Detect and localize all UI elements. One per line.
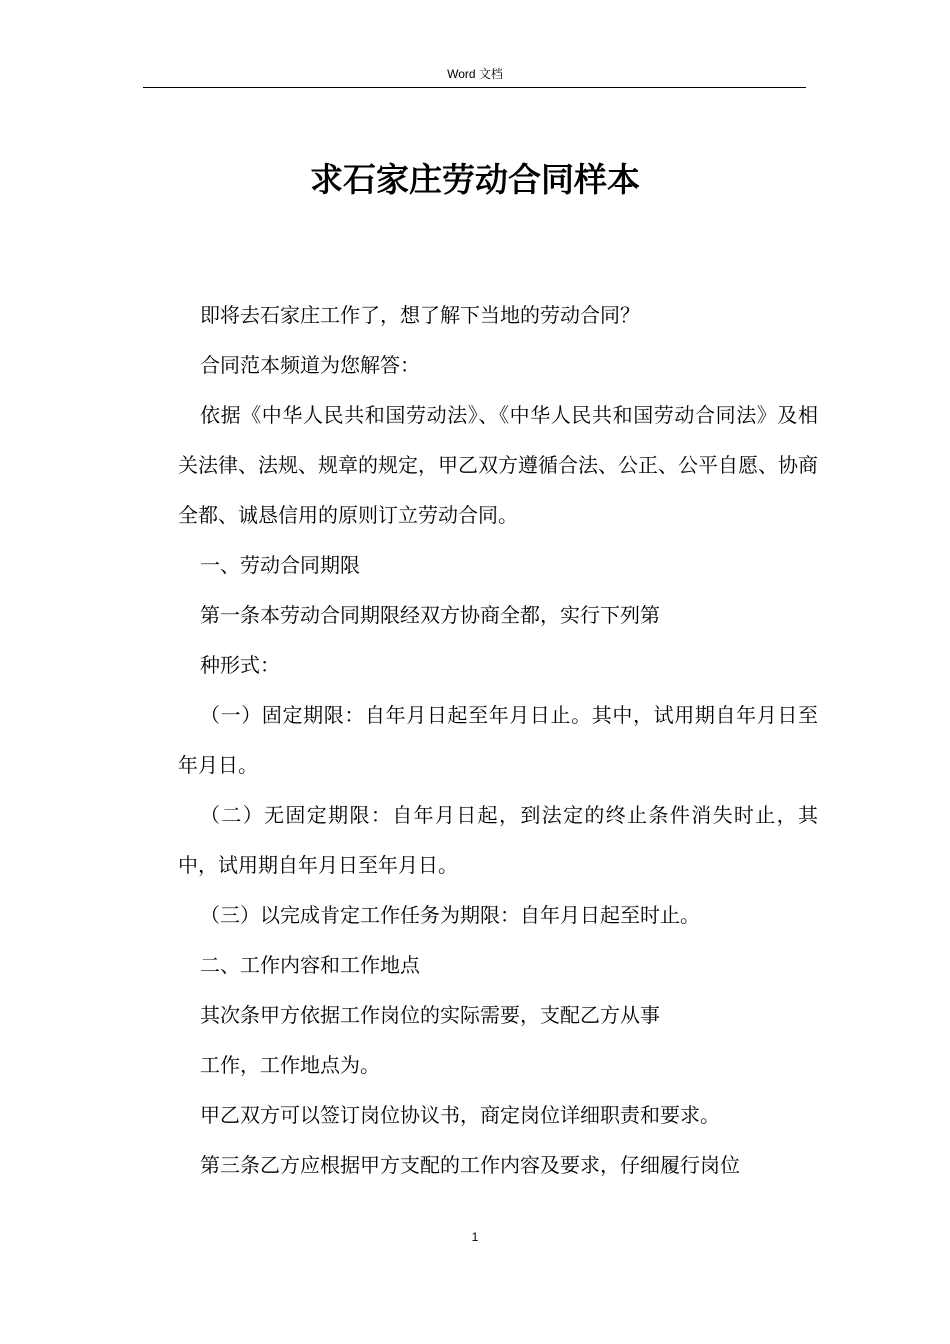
page-header-label: Word 文档: [447, 67, 503, 81]
header-divider: [143, 87, 806, 88]
document-title: 求石家庄劳动合同样本: [310, 160, 640, 199]
paragraph: 即将去石家庄工作了，想了解下当地的劳动合同？: [200, 303, 640, 327]
paragraph: （二）无固定期限：自年月日起，到法定的终止条件消失时止，其中，试用期自年月日至年月日。: [178, 803, 818, 877]
paragraph: 第一条本劳动合同期限经双方协商全都，实行下列第: [200, 603, 660, 627]
paragraph: 种形式：: [200, 653, 280, 677]
page-number: 1: [471, 1230, 479, 1244]
section-heading: 二、工作内容和工作地点: [200, 953, 420, 977]
paragraph: 工作，工作地点为。: [200, 1053, 380, 1077]
paragraph: 依据《中华人民共和国劳动法》、《中华人民共和国劳动合同法》及相关法律、法规、规章的规定，甲乙双方遵循合法、公正、公平自愿、协商全都、诚恳信用的原则订立劳动合同。: [178, 403, 818, 527]
document-body: [178, 290, 818, 1190]
paragraph: 合同范本频道为您解答：: [200, 353, 420, 377]
paragraph: 第三条乙方应根据甲方支配的工作内容及要求，仔细履行岗位: [200, 1153, 740, 1177]
paragraph: 甲乙双方可以签订岗位协议书，商定岗位详细职责和要求。: [200, 1103, 720, 1127]
paragraph: （三）以完成肯定工作任务为期限：自年月日起至时止。: [200, 903, 700, 927]
section-heading: 一、劳动合同期限: [200, 553, 360, 577]
paragraph: 其次条甲方依据工作岗位的实际需要，支配乙方从事: [200, 1003, 660, 1027]
paragraph: （一）固定期限：自年月日起至年月日止。其中，试用期自年月日至年月日。: [178, 703, 818, 777]
